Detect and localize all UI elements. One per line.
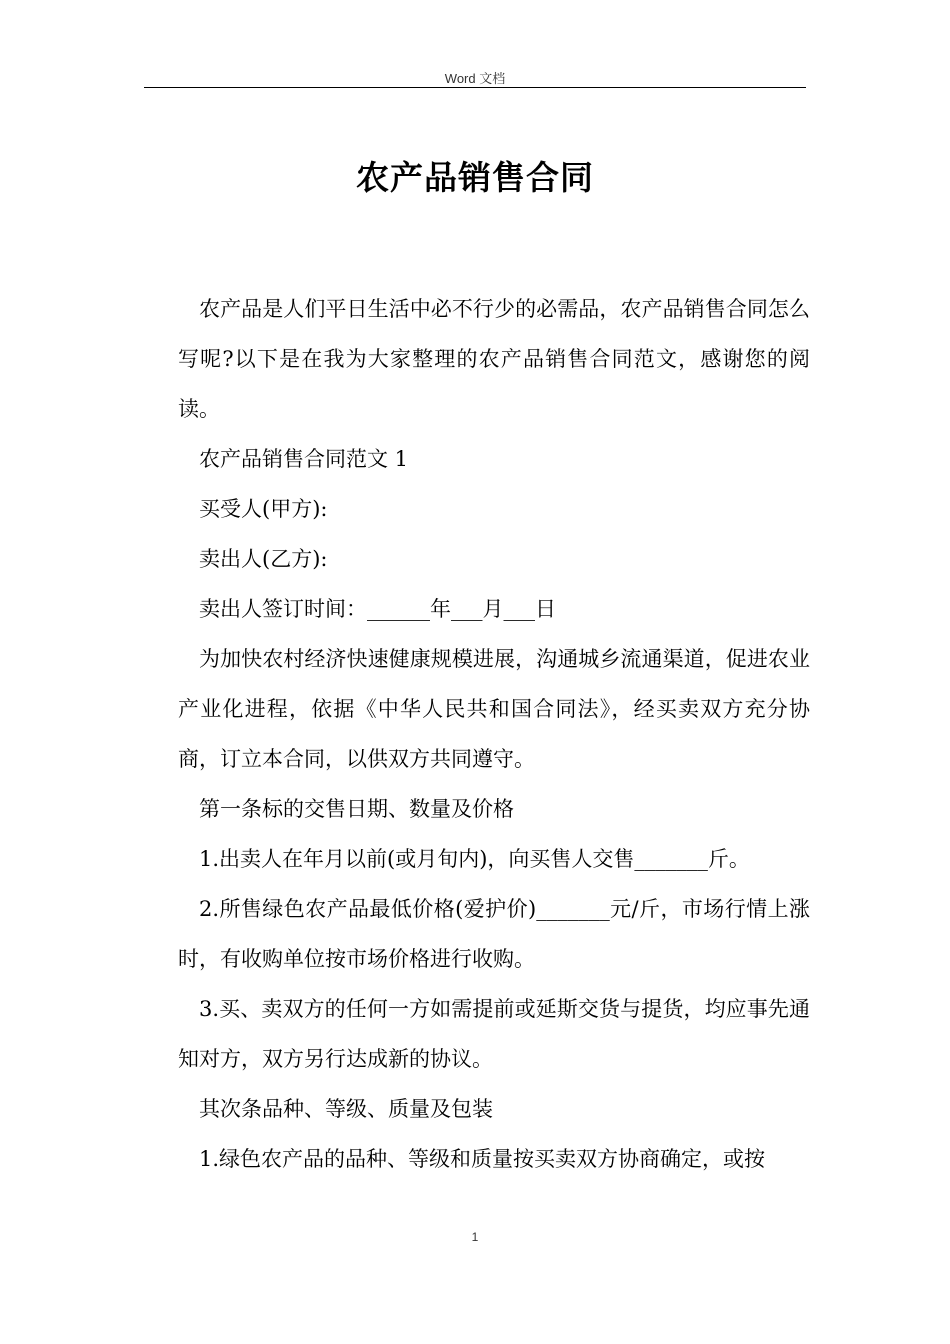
article-2-item-1: 1.绿色农产品的品种、等级和质量按买卖双方协商确定，或按 xyxy=(199,1147,766,1171)
sample-heading: 农产品销售合同范文 1 xyxy=(199,447,409,471)
buyer-line: 买受人(甲方): xyxy=(199,497,328,521)
article-1-item-2: 2.所售绿色农产品最低价格(爱护价)_______元/斤，市场行情上涨时，有收购单位按市场价格进行收购。 xyxy=(178,897,810,971)
article-1-item-1: 1.出卖人在年月以前(或月旬内)，向买售人交售_______斤。 xyxy=(199,847,750,871)
header-divider xyxy=(144,87,806,88)
article-1-heading: 第一条标的交售日期、数量及价格 xyxy=(199,797,514,821)
document-body xyxy=(178,284,810,1184)
article-1-item-3: 3.买、卖双方的任何一方如需提前或延斯交货与提货，均应事先通知对方，双方另行达成新的协议。 xyxy=(178,997,810,1071)
document-header-label: Word 文档 xyxy=(444,71,506,86)
article-2-heading: 其次条品种、等级、质量及包装 xyxy=(199,1097,493,1121)
page-number: 1 xyxy=(471,1230,479,1244)
intro-paragraph: 农产品是人们平日生活中必不行少的必需品，农产品销售合同怎么写呢?以下是在我为大家整理的农产品销售合同范文，感谢您的阅读。 xyxy=(178,297,810,421)
document-title: 农产品销售合同 xyxy=(356,158,594,197)
seller-line: 卖出人(乙方): xyxy=(199,547,328,571)
preamble-paragraph: 为加快农村经济快速健康规模进展，沟通城乡流通渠道，促进农业产业化进程，依据《中华人民共和国合同法》，经买卖双方充分协商，订立本合同，以供双方共同遵守。 xyxy=(178,647,810,771)
signing-date-line: 卖出人签订时间：______年___月___日 xyxy=(199,597,556,621)
